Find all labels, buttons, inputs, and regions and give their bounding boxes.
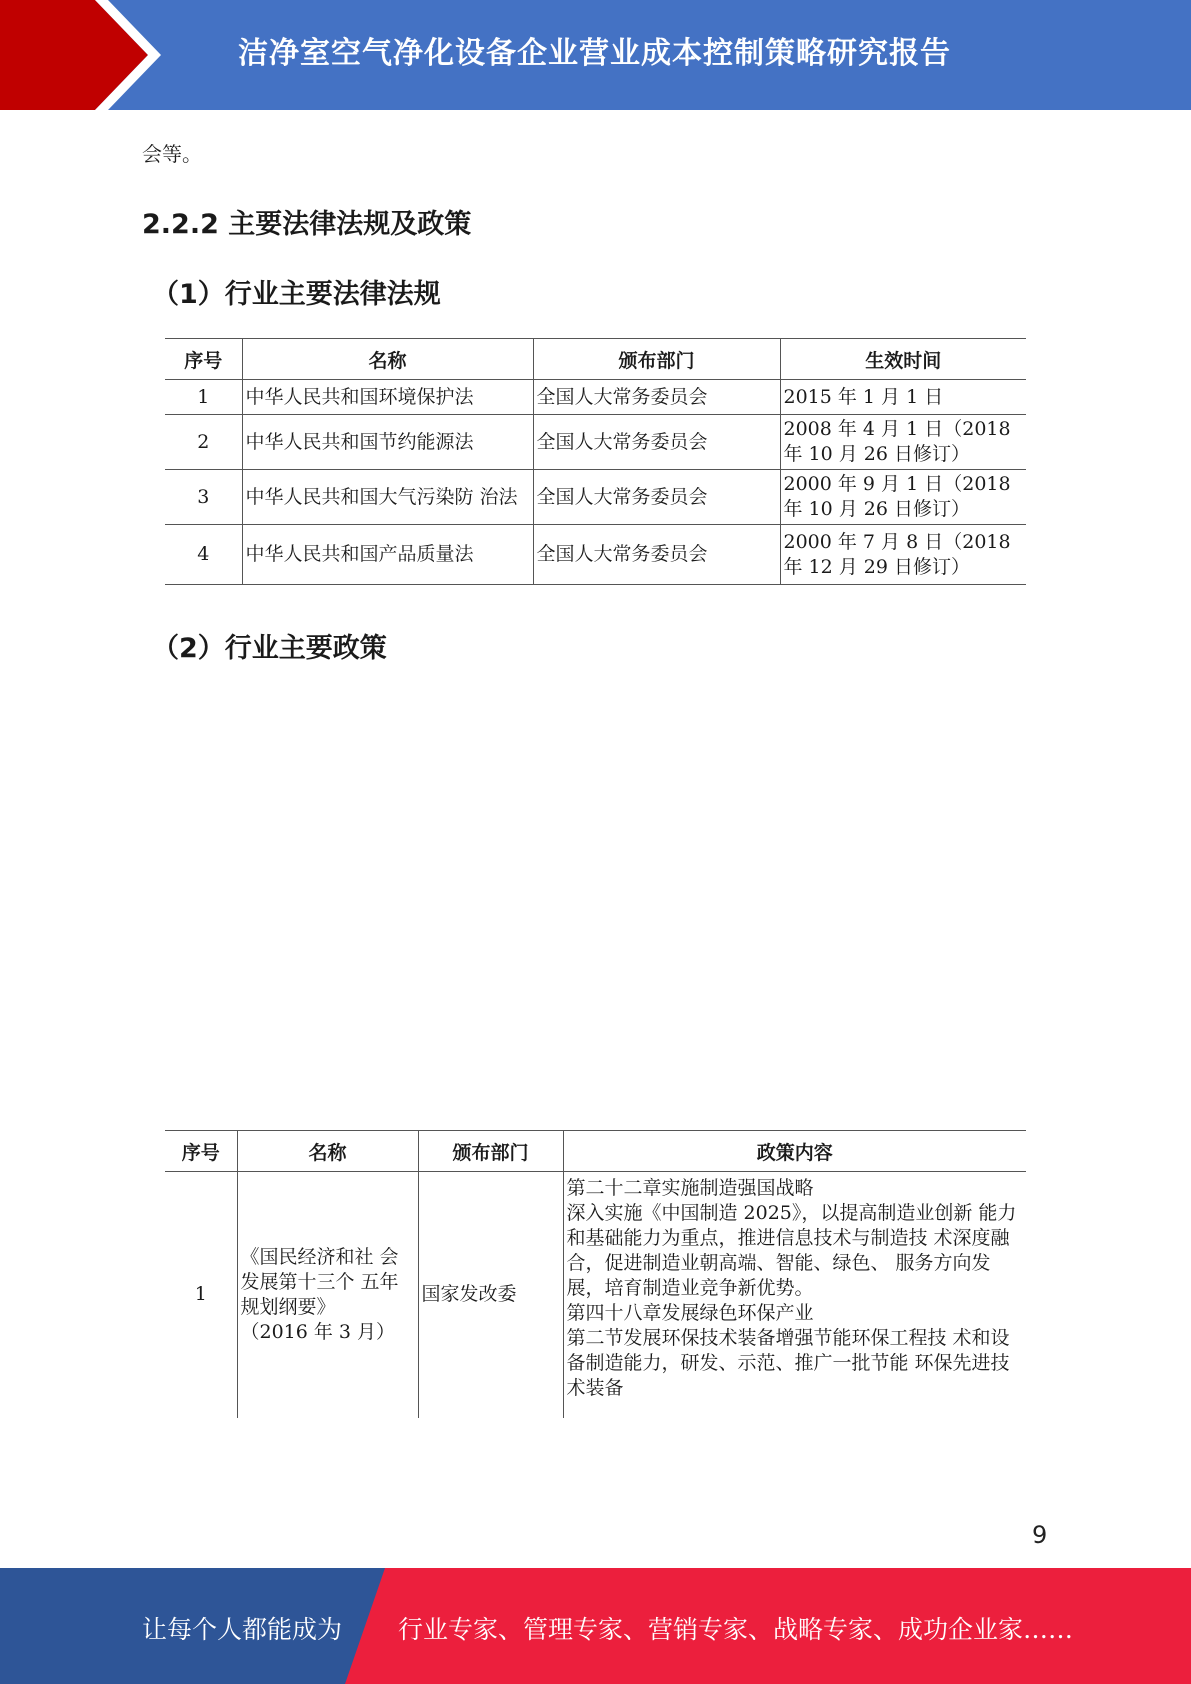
content-line: 第二节发展环保技术装备增强节能环保工程技 术和设备制造能力，研发、示范、推广一批节能 环保先进技术装备 (566, 1327, 1010, 1399)
row-date: 2000 年 7 月 8 日（2018 年 12 月 29 日修订） (780, 525, 1026, 585)
row-date: 2015 年 1 月 1 日 (780, 380, 1026, 415)
row-name: 中华人民共和国环境保护法 (242, 380, 533, 415)
section-heading: 2.2.2 主要法律法规及政策 (142, 209, 472, 240)
report-title: 洁净室空气净化设备企业营业成本控制策略研究报告 (238, 36, 951, 71)
row-dept: 全国人大常务委员会 (533, 380, 780, 415)
col-header-dept: 颁布部门 (533, 339, 780, 380)
policy-table-header (165, 1131, 1026, 1172)
row-dept: 全国人大常务委员会 (533, 415, 780, 470)
intro-text: 会等。 (142, 142, 202, 166)
content-line: 第二十二章实施制造强国战略 (566, 1177, 814, 1199)
content-line: 深入实施《中国制造 2025》，以提高制造业创新 能力和基础能力为重点，推进信息技术与制造技 术深度融合，促进制造业朝高端、智能、绿色、 服务方向发展，培育制造业竞争新优势。 (566, 1202, 1017, 1299)
row-no: 4 (165, 525, 242, 585)
row-dept: 全国人大常务委员会 (533, 525, 780, 585)
row-content (563, 1172, 1026, 1418)
content-line: 第四十八章发展绿色环保产业 (566, 1302, 814, 1324)
policy-name-date: （2016 年 3 月） (240, 1320, 396, 1343)
row-date: 2008 年 4 月 1 日（2018 年 10 月 26 日修订） (780, 415, 1026, 470)
laws-table (165, 338, 1026, 585)
row-dept: 全国人大常务委员会 (533, 470, 780, 525)
table-row (165, 415, 1026, 470)
table-row (165, 470, 1026, 525)
footer-slogan-left: 让每个人都能成为 (142, 1615, 343, 1644)
row-date: 2000 年 9 月 1 日（2018 年 10 月 26 日修订） (780, 470, 1026, 525)
row-no: 3 (165, 470, 242, 525)
page-number: 9 (1032, 1521, 1048, 1549)
subsection-policy-heading: （2）行业主要政策 (152, 633, 387, 664)
row-name: 中华人民共和国产品质量法 (242, 525, 533, 585)
col-header-dept: 颁布部门 (418, 1131, 563, 1172)
row-dept: 国家发改委 (418, 1172, 563, 1418)
col-header-date: 生效时间 (780, 339, 1026, 380)
table-row (165, 525, 1026, 585)
table-row (165, 380, 1026, 415)
footer-slogan-right: 行业专家、管理专家、营销专家、战略专家、成功企业家…… (398, 1615, 1074, 1644)
laws-table-header (165, 339, 1026, 380)
policy-table (165, 1130, 1026, 1418)
policy-name: 《国民经济和社 会发展第十三个 五年规划纲要》 (240, 1245, 399, 1318)
row-name: 中华人民共和国大气污染防 治法 (242, 470, 533, 525)
col-header-name: 名称 (242, 339, 533, 380)
row-no: 2 (165, 415, 242, 470)
row-name: 中华人民共和国节约能源法 (242, 415, 533, 470)
col-header-no: 序号 (165, 1131, 237, 1172)
row-no: 1 (194, 1283, 207, 1306)
row-name (237, 1172, 418, 1418)
row-no: 1 (165, 380, 242, 415)
page-header (0, 0, 1191, 110)
col-header-content: 政策内容 (563, 1131, 1026, 1172)
subsection-laws-heading: （1）行业主要法律法规 (152, 279, 441, 310)
table-row (165, 1172, 1026, 1418)
col-header-name: 名称 (237, 1131, 418, 1172)
page-footer (0, 1568, 1191, 1684)
col-header-no: 序号 (165, 339, 242, 380)
